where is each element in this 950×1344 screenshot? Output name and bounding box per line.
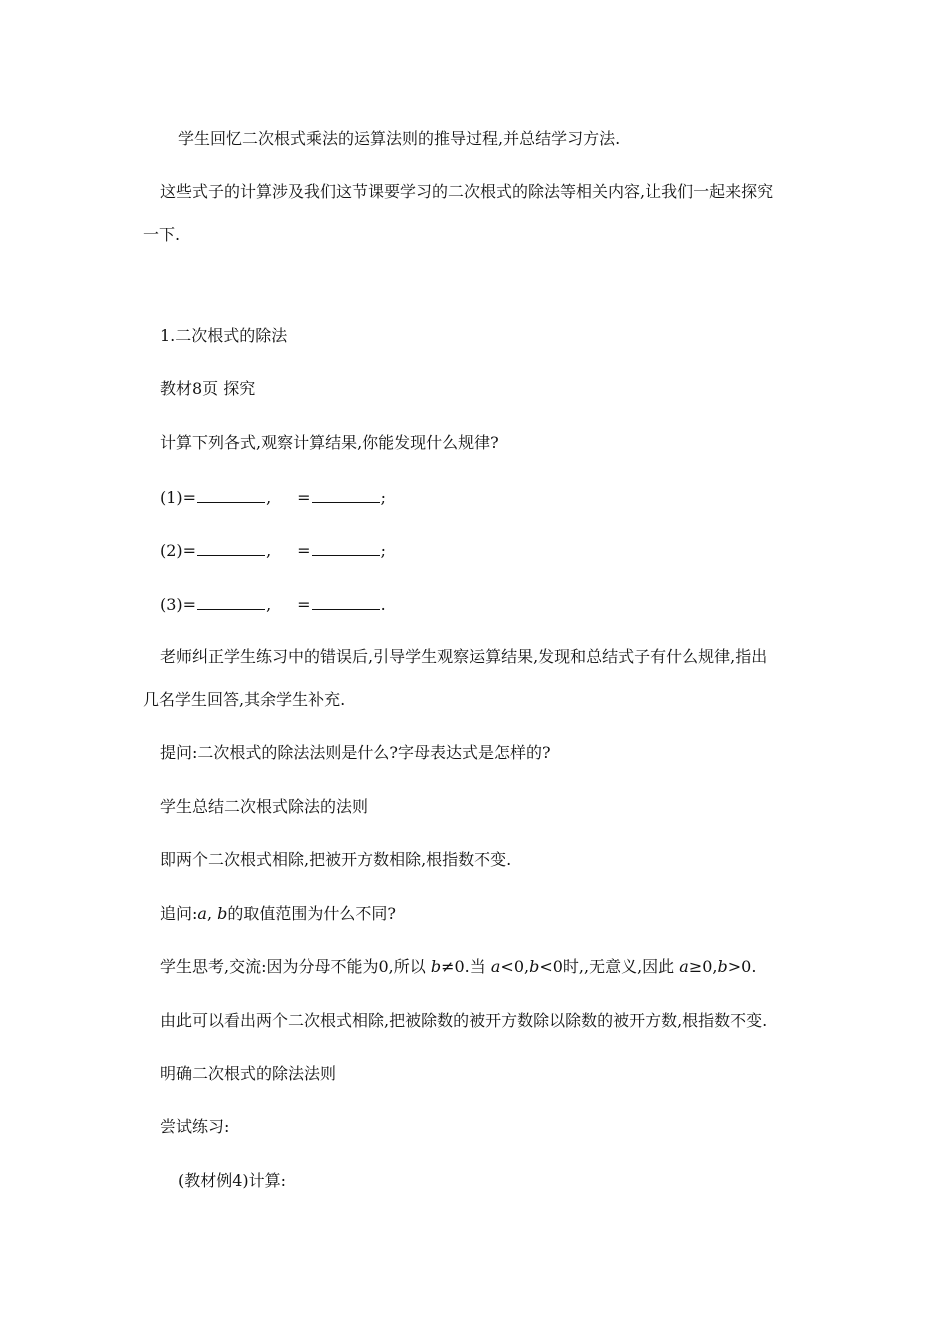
answer-blank [197, 539, 265, 556]
think-paragraph: 学生思考,交流:因为分母不能为0,所以 b≠0.当 a<0,b<0时,,无意义,因此 a≥0,b>0. [160, 957, 757, 976]
conclusion-paragraph: 由此可以看出两个二次根式相除,把被除数的被开方数除以除数的被开方数,根指数不变. [160, 1011, 768, 1030]
summary-paragraph: 学生总结二次根式除法的法则 [160, 797, 369, 816]
answer-blank [312, 539, 380, 556]
teacher-paragraph-line1: 老师纠正学生练习中的错误后,引导学生观察运算结果,发现和总结式子有什么规律,指出 [160, 647, 768, 666]
exercise-1: (1)= , = ; [160, 488, 386, 507]
exercise-label: (3)= [160, 595, 197, 614]
lead-paragraph-line2: 一下. [143, 225, 181, 244]
practice-label: 尝试练习: [160, 1117, 230, 1136]
exercise-equals: = [297, 595, 311, 614]
answer-blank [197, 593, 265, 610]
clarify-paragraph: 明确二次根式的除法法则 [160, 1064, 337, 1083]
recall-paragraph: 学生回忆二次根式乘法的运算法则的推导过程,并总结学习方法. [178, 129, 621, 148]
section-heading: 1.二次根式的除法 [160, 326, 288, 345]
followup-paragraph: 追问:a, b的取值范围为什么不同? [160, 904, 396, 923]
rule-paragraph: 即两个二次根式相除,把被开方数相除,根指数不变. [160, 850, 512, 869]
answer-blank [312, 593, 380, 610]
answer-blank [197, 486, 265, 503]
lead-paragraph-line1: 这些式子的计算涉及我们这节课要学习的二次根式的除法等相关内容,让我们一起来探究 [160, 182, 774, 201]
exercise-label: (2)= [160, 541, 197, 560]
exercise-2: (2)= , = ; [160, 541, 386, 560]
teacher-paragraph-line2: 几名学生回答,其余学生补充. [143, 690, 346, 709]
exercise-equals: = [297, 541, 311, 560]
question-paragraph: 提问:二次根式的除法法则是什么?字母表达式是怎样的? [160, 743, 551, 762]
exercise-equals: = [297, 488, 311, 507]
task-instruction: 计算下列各式,观察计算结果,你能发现什么规律? [160, 433, 499, 452]
textbook-reference: 教材8页 探究 [160, 379, 256, 398]
answer-blank [312, 486, 380, 503]
exercise-3: (3)= , = . [160, 595, 386, 614]
example-label: (教材例4)计算: [178, 1171, 287, 1190]
exercise-label: (1)= [160, 488, 197, 507]
